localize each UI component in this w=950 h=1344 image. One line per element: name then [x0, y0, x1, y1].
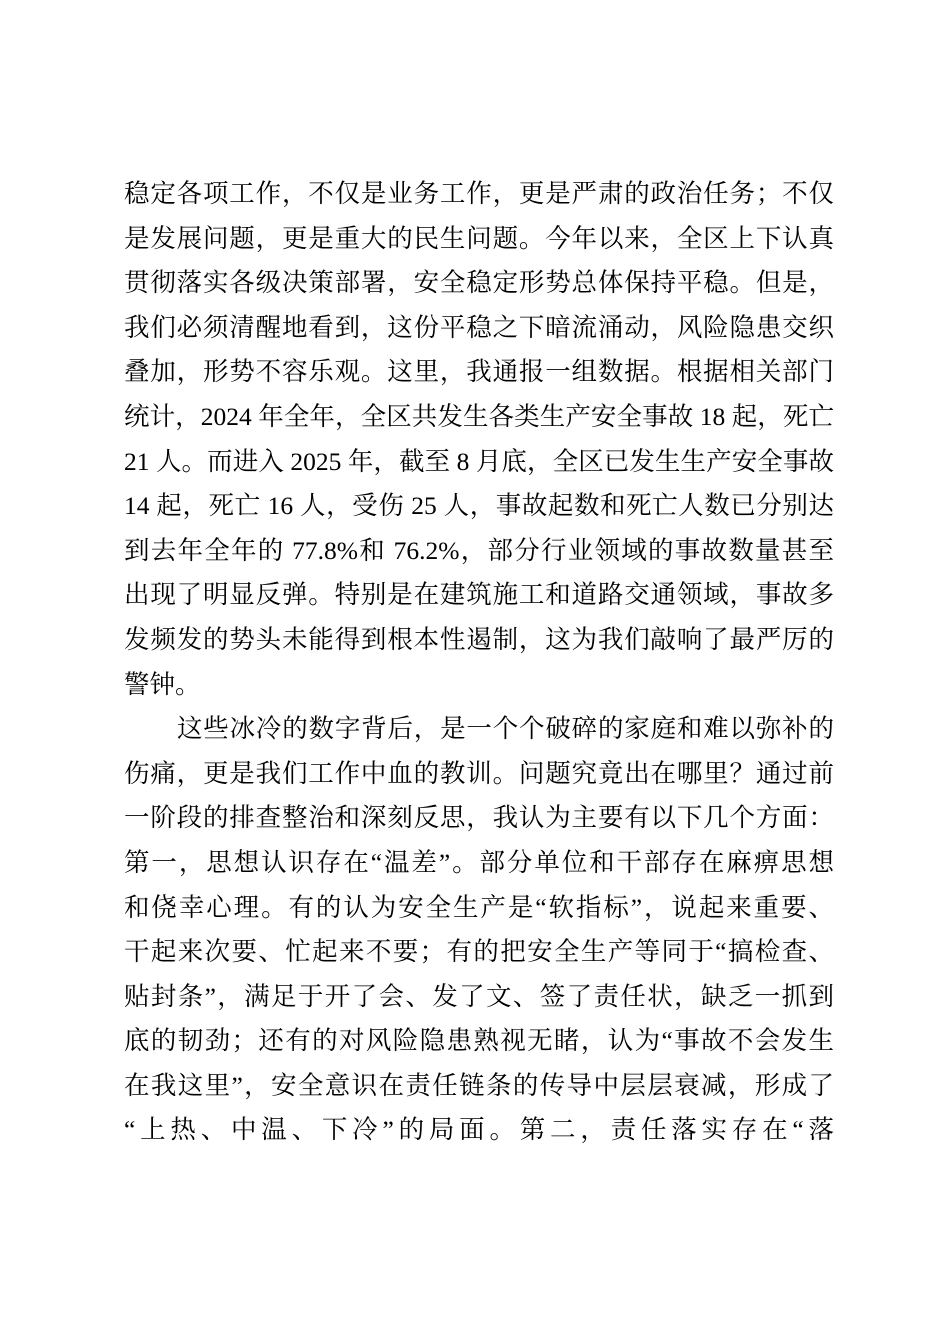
- text-line: 和侥幸心理。有的认为安全生产是“软指标”，说起来重要、: [124, 892, 834, 922]
- text-line: 第一，思想认识存在“温差”。部分单位和干部存在麻痹思想: [124, 847, 834, 877]
- text-line: 警钟。: [124, 669, 201, 699]
- paragraph-2: [124, 707, 834, 1153]
- text-line: “上热、中温、下冷”的局面。第二，责任落实存在“落: [124, 1115, 834, 1145]
- text-line: 我们必须清醒地看到，这份平稳之下暗流涌动，风险隐患交织: [124, 312, 834, 342]
- paragraph-1: [124, 172, 834, 707]
- text-line: 贴封条”，满足于开了会、发了文、签了责任状，缺乏一抓到: [124, 981, 834, 1011]
- text-line: 一阶段的排查整治和深刻反思，我认为主要有以下几个方面：: [124, 803, 834, 833]
- text-line: 出现了明显反弹。特别是在建筑施工和道路交通领域，事故多: [124, 580, 834, 610]
- text-line: 21 人。而进入 2025 年，截至 8 月底，全区已发生生产安全事故: [124, 446, 834, 476]
- text-line: 底的韧劲；还有的对风险隐患熟视无睹，认为“事故不会发生: [124, 1026, 834, 1056]
- text-line: 叠加，形势不容乐观。这里，我通报一组数据。根据相关部门: [124, 357, 834, 387]
- text-line: 在我这里”，安全意识在责任链条的传导中层层衰减，形成了: [124, 1070, 834, 1100]
- text-line: 这些冰冷的数字背后，是一个个破碎的家庭和难以弥补的: [177, 714, 834, 744]
- text-line: 干起来次要、忙起来不要；有的把安全生产等同于“搞检查、: [124, 937, 834, 967]
- text-line: 贯彻落实各级决策部署，安全稳定形势总体保持平稳。但是，: [124, 268, 834, 298]
- text-line: 发频发的势头未能得到根本性遏制，这为我们敲响了最严厉的: [124, 624, 834, 654]
- text-line: 伤痛，更是我们工作中血的教训。问题究竟出在哪里？通过前: [124, 758, 834, 788]
- text-line: 稳定各项工作，不仅是业务工作，更是严肃的政治任务；不仅: [124, 179, 834, 208]
- text-line: 统计，2024 年全年，全区共发生各类生产安全事故 18 起，死亡: [124, 401, 834, 431]
- text-block: [124, 172, 834, 1153]
- text-line: 是发展问题，更是重大的民生问题。今年以来，全区上下认真: [124, 223, 834, 253]
- text-line: 14 起，死亡 16 人，受伤 25 人，事故起数和死亡人数已分别达: [124, 491, 834, 521]
- text-line: 到去年全年的 77.8%和 76.2%，部分行业领域的事故数量甚至: [124, 535, 834, 565]
